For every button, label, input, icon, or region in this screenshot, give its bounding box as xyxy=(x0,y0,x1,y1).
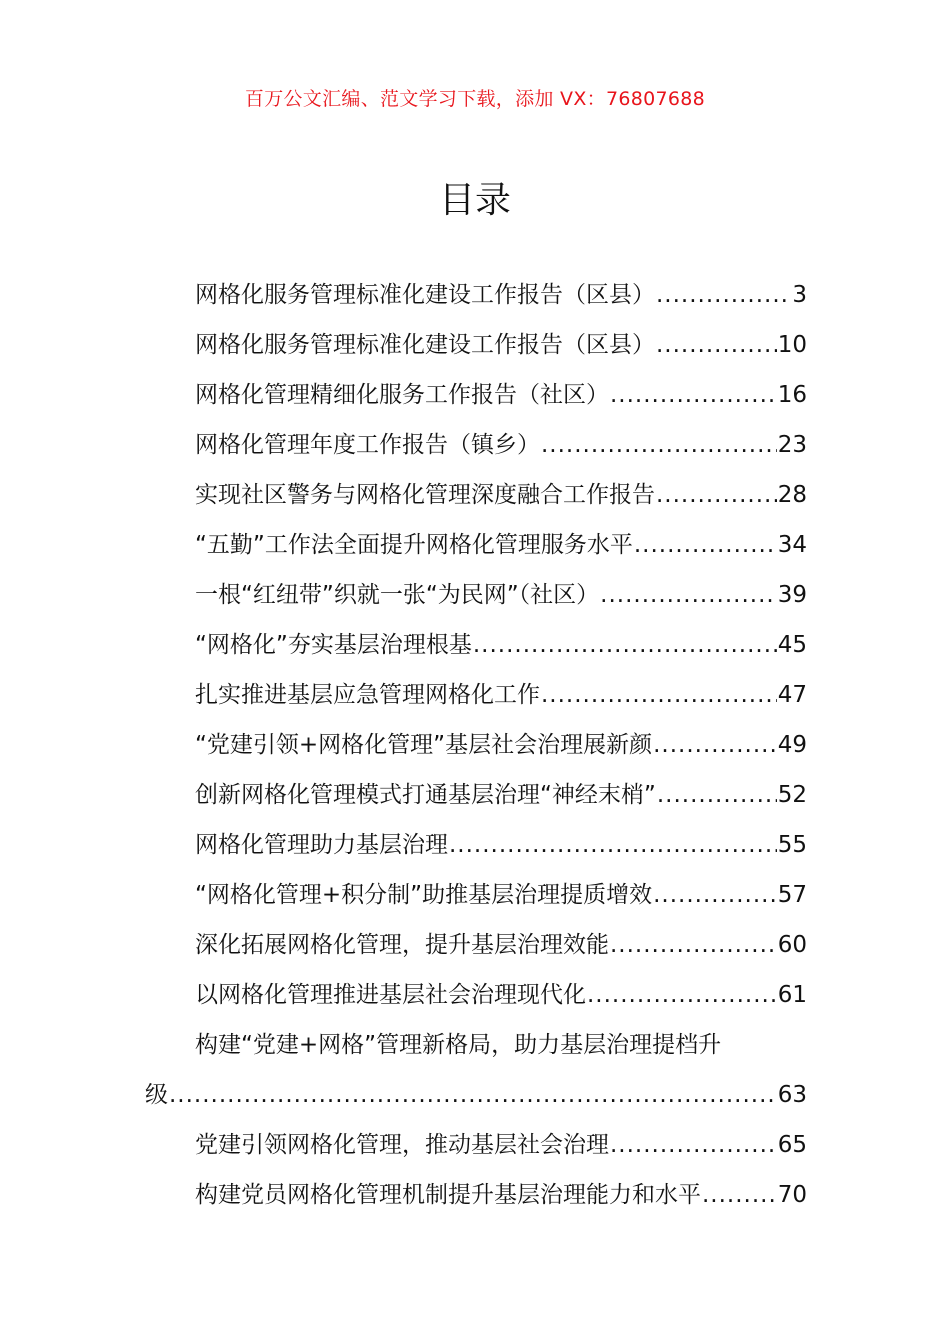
toc-entry-title: 深化拓展网格化管理，提升基层治理效能 xyxy=(195,932,609,958)
toc-leader-dots xyxy=(449,826,777,864)
toc-entry[interactable] xyxy=(145,876,807,926)
toc-entry-page: 65 xyxy=(777,1132,807,1158)
toc-entry-page: 45 xyxy=(777,632,807,658)
toc-entry-page: 47 xyxy=(777,682,807,708)
toc-entry-title: 网格化管理年度工作报告（镇乡） xyxy=(195,432,540,458)
toc-leader-dots xyxy=(656,276,791,314)
toc-entry-title: 以网格化管理推进基层社会治理现代化 xyxy=(195,982,586,1008)
toc-entry[interactable] xyxy=(145,576,807,626)
toc-leader-dots xyxy=(541,426,777,464)
toc-entry[interactable] xyxy=(145,376,807,426)
toc-entry-page: 60 xyxy=(777,932,807,958)
toc-leader-dots xyxy=(656,476,777,514)
toc-entry-title: 创新网格化管理模式打通基层治理“神经末梢” xyxy=(195,782,656,808)
toc-entry[interactable] xyxy=(145,1126,807,1176)
toc-entry[interactable] xyxy=(145,726,807,776)
toc-entry[interactable] xyxy=(145,976,807,1026)
watermark-header: 百万公文汇编、范文学习下载，添加 VX：76807688 xyxy=(244,88,706,110)
toc-entry-page: 39 xyxy=(777,582,807,608)
toc-leader-dots xyxy=(657,776,777,814)
toc-entry[interactable] xyxy=(145,526,807,576)
toc-entry-title: 实现社区警务与网格化管理深度融合工作报告 xyxy=(195,482,655,508)
toc-entry-title: 网格化管理精细化服务工作报告（社区） xyxy=(195,382,609,408)
toc-entry-wrapped-line1[interactable]: 构建“党建+网格”管理新格局，助力基层治理提档升 xyxy=(195,1032,722,1058)
toc-entry[interactable] xyxy=(145,326,807,376)
toc-leader-dots xyxy=(610,376,777,414)
toc-entry-title: 构建党员网格化管理机制提升基层治理能力和水平 xyxy=(195,1182,701,1208)
toc-entry[interactable] xyxy=(145,926,807,976)
toc-leader-dots xyxy=(610,1126,777,1164)
toc-leader-dots xyxy=(634,526,777,564)
toc-entry-title: “五勤”工作法全面提升网格化管理服务水平 xyxy=(195,532,633,558)
toc-entry-title: 网格化服务管理标准化建设工作报告（区县） xyxy=(195,282,655,308)
toc-leader-dots xyxy=(653,876,777,914)
toc-leader-dots xyxy=(587,976,777,1014)
toc-leader-dots xyxy=(653,726,777,764)
toc-entry-title: 一根“红纽带”织就一张“为民网”（社区） xyxy=(195,582,600,608)
toc-entry[interactable] xyxy=(145,1176,807,1226)
toc-entry-title: 网格化管理助力基层治理 xyxy=(195,832,448,858)
toc-entry[interactable] xyxy=(145,826,807,876)
toc-entry-page: 52 xyxy=(777,782,807,808)
toc-entry-page: 63 xyxy=(777,1082,807,1108)
toc-entry[interactable] xyxy=(145,476,807,526)
toc-entry[interactable] xyxy=(145,276,807,326)
toc-entry-page: 3 xyxy=(792,282,807,308)
toc-entry-wrapped-line2[interactable] xyxy=(145,1076,807,1126)
toc-entry[interactable] xyxy=(145,626,807,676)
toc-entry-page: 23 xyxy=(777,432,807,458)
table-of-contents xyxy=(145,276,807,1226)
toc-entry-page: 61 xyxy=(777,982,807,1008)
toc-entry-title: “网格化管理+积分制”助推基层治理提质增效 xyxy=(195,882,653,908)
toc-leader-dots xyxy=(169,1076,777,1114)
toc-entry-page: 16 xyxy=(777,382,807,408)
toc-leader-dots xyxy=(656,326,777,364)
toc-entry[interactable] xyxy=(145,676,807,726)
toc-entry-page: 57 xyxy=(777,882,807,908)
toc-entry-title: 网格化服务管理标准化建设工作报告（区县） xyxy=(195,332,655,358)
toc-leader-dots xyxy=(702,1176,777,1214)
toc-leader-dots xyxy=(473,626,777,664)
toc-entry-page: 55 xyxy=(777,832,807,858)
toc-entry-page: 10 xyxy=(777,332,807,358)
toc-leader-dots xyxy=(541,676,777,714)
toc-entry-page: 28 xyxy=(777,482,807,508)
toc-entry[interactable] xyxy=(145,426,807,476)
toc-entry-title: “网格化”夯实基层治理根基 xyxy=(195,632,472,658)
toc-entry-title: 扎实推进基层应急管理网格化工作 xyxy=(195,682,540,708)
toc-entry-title: 党建引领网格化管理，推动基层社会治理 xyxy=(195,1132,609,1158)
toc-entry-page: 49 xyxy=(777,732,807,758)
toc-entry-title: “党建引领+网格化管理”基层社会治理展新颜 xyxy=(195,732,653,758)
toc-leader-dots xyxy=(600,576,777,614)
page-title: 目录 xyxy=(438,180,511,221)
toc-leader-dots xyxy=(610,926,777,964)
toc-entry-page: 70 xyxy=(777,1182,807,1208)
toc-entry-title: 级 xyxy=(145,1082,168,1108)
toc-entry[interactable] xyxy=(145,776,807,826)
toc-entry-page: 34 xyxy=(777,532,807,558)
